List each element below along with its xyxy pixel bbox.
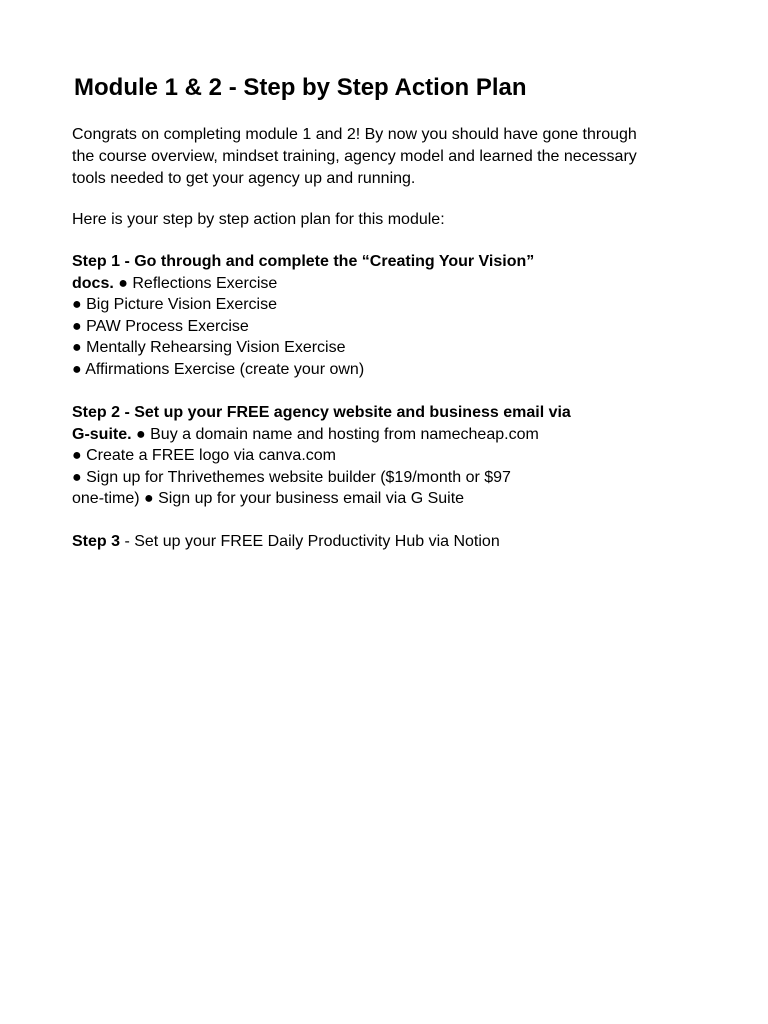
step-1-item: ● Mentally Rehearsing Vision Exercise — [72, 339, 346, 356]
document-title: Module 1 & 2 - Step by Step Action Plan — [74, 74, 527, 101]
step-1-item: ● Affirmations Exercise (create your own) — [72, 360, 365, 378]
step-2-heading: Step 2 - Set up your FREE agency website and business email via — [72, 404, 571, 421]
step-2-item: one-time) ● Sign up for your business email via G Suite — [72, 490, 465, 507]
step-1 — [72, 251, 534, 380]
step-3-label: Step 3 — [72, 533, 121, 550]
step-3-line — [72, 531, 500, 553]
step-1-heading: Step 1 - Go through and complete the “Creating Your Vision” — [72, 253, 535, 270]
intro-paragraph — [72, 124, 712, 190]
intro-line: tools needed to get your agency up and running. — [72, 170, 416, 187]
step-2-item: ● Create a FREE logo via canva.com — [72, 447, 336, 464]
intro-line: the course overview, mindset training, agency model and learned the necessary — [72, 148, 637, 165]
lead-paragraph: Here is your step by step action plan for this module: — [72, 211, 445, 228]
step-1-item: ● PAW Process Exercise — [72, 317, 249, 335]
step-3-text: - Set up your FREE Daily Productivity Hub via Notion — [120, 533, 500, 550]
step-1-heading-continued: docs. ● Reflections Exercise — [72, 274, 278, 292]
step-2-heading-continued: G-suite. ● Buy a domain name and hosting from namecheap.com — [72, 425, 539, 443]
step-2-item: ● Sign up for Thrivethemes website builder ($19/month or $97 — [72, 468, 511, 486]
step-3 — [72, 531, 500, 553]
step-2-item: ● Buy a domain name and hosting from namecheap.com — [136, 425, 539, 443]
step-1-item: ● Reflections Exercise — [118, 274, 278, 292]
step-1-item: ● Big Picture Vision Exercise — [72, 296, 278, 313]
step-2 — [72, 402, 571, 510]
intro-line: Congrats on completing module 1 and 2! By now you should have gone through — [72, 126, 637, 143]
